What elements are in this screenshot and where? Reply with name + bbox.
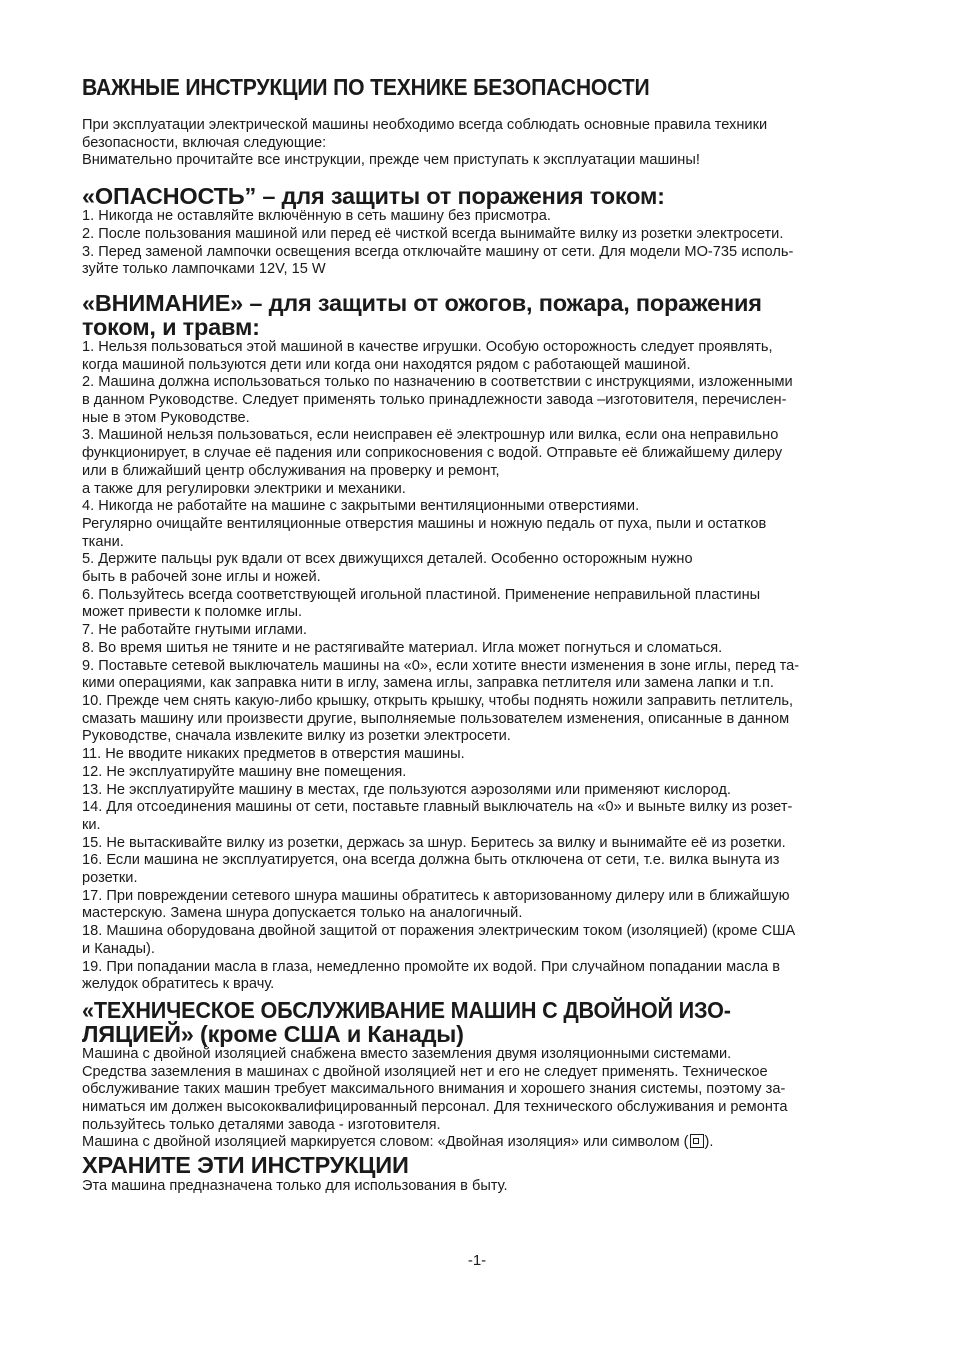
warning-line: 7. Не работайте гнутыми иглами. [82,622,307,639]
double-line: пользуйтесь только деталями завода - изготовителя. [82,1116,441,1133]
warning-line: 18. Машина оборудована двойной защитой от поражения электрическим током (изоляцией) (кроме США [82,923,796,940]
warning-line: 16. Если машина не эксплуатируется, она всегда должна быть отключена от сети, т.е. вилка вынута из [82,852,780,869]
marking-text-before: Машина с двойной изоляцией маркируется словом: «Двойная изоляция» или символом ( [82,1134,689,1151]
warning-line: 13. Не эксплуатируйте машину в местах, где пользуются аэрозолями или применяют кислород. [82,781,731,798]
warning-line: в данном Руководстве. Следует применять только принадлежности завода –изготовителя, перечислен- [82,392,787,409]
save-instructions-section [82,1152,874,1196]
warning-line: ные в этом Руководстве. [82,409,250,426]
double-line: обслуживание таких машин требует максимального внимания и хорошего знания системы, поэтому за- [82,1081,786,1098]
danger-line: 1. Никогда не оставляйте включённую в сеть машину без присмотра. [82,208,551,225]
save-heading: ХРАНИТЕ ЭТИ ИНСТРУКЦИИ [82,1152,409,1179]
double-line: ниматься им должен высококвалифицированный персонал. Для технического обслуживания и ремонта [82,1099,788,1116]
warning-heading-line1: «ВНИМАНИЕ» – для защиты от ожогов, пожара, поражения [82,289,762,316]
document-page [82,74,874,1196]
warning-line: 3. Машиной нельзя пользоваться, если неисправен её электрошнур или вилка, если она неправильно [82,427,779,444]
warning-line: или в ближайший центр обслуживания на проверку и ремонт, [82,462,500,479]
warning-line: 1. Нельзя пользоваться этой машиной в качестве игрушки. Особую осторожность следует проявлять, [82,338,773,355]
warning-line: смазать машину или произвести другие, выполняемые пользователем изменения, описанные в данном [82,710,790,727]
warning-line: 17. При повреждении сетевого шнура машины обратитесь к авторизованному дилеру или в ближайшую [82,887,790,904]
warning-line: 12. Не эксплуатируйте машину вне помещения. [82,763,407,780]
page-title: ВАЖНЫЕ ИНСТРУКЦИИ ПО ТЕХНИКЕ БЕЗОПАСНОСТИ [82,74,650,100]
warning-line: 11. Не вводите никаких предметов в отверстия машины. [82,746,465,763]
warning-line: 2. Машина должна использоваться только по назначению в соответствии с инструкциями, изложенными [82,374,793,391]
danger-section [82,184,874,279]
marking-text-after: ). [704,1134,714,1151]
warning-line: 5. Держите пальцы рук вдали от всех движущихся деталей. Особенно осторожным нужно [82,551,693,568]
intro-line: При эксплуатации электрической машины необходимо всегда соблюдать основные правила техники [82,117,768,133]
warning-line: а также для регулировки электрики и механики. [82,480,406,497]
page-number: -1- [467,1252,487,1269]
intro-line: безопасности, включая следующие: [82,134,327,151]
warning-line: и Канады). [82,940,155,957]
double-insulation-section [82,998,874,1152]
warning-line: кими операциями, как заправка нити в иглу, замена иглы, заправка петлителя или замена лапки и т.п. [82,675,774,692]
warning-line: функционирует, в случае её падения или соприкосновения с водой. Отправьте её ближайшему дилеру [82,445,783,462]
warning-line: 6. Пользуйтесь всегда соответствующей игольной пластиной. Применение неправильной пластины [82,586,761,603]
warning-line: быть в рабочей зоне иглы и ножей. [82,569,321,586]
danger-line: 2. После пользования машиной или перед её чисткой всегда вынимайте вилку из розетки электросети. [82,225,784,242]
warning-line: Регулярно очищайте вентиляционные отверстия машины и ножную педаль от пуха, пыли и остатков [82,515,767,532]
intro-section [82,117,874,170]
warning-line: 8. Во время шитья не тяните и не растягивайте материал. Игла может погнуться и сломаться. [82,639,723,656]
warning-line: 19. При попадании масла в глаза, немедленно промойте их водой. При случайном попадании масла в [82,958,780,975]
warning-line: 15. Не вытаскивайте вилку из розетки, держась за шнур. Беритесь за вилку и вынимайте её из розетки. [82,834,786,851]
double-line: Средства заземления в машинах с двойной изоляцией нет и его не следует применять. Техническое [82,1063,768,1080]
warning-line: когда машиной пользуются дети или когда они находятся рядом с работающей машиной. [82,356,691,373]
warning-list [82,339,874,994]
warning-line: 10. Прежде чем снять какую-либо крышку, открыть крышку, чтобы поднять ножили заправить петлитель, [82,692,794,709]
warning-line: Руководстве, сначала извлеките вилку из розетки электросети. [82,728,511,745]
double-insulation-symbol-icon [690,1134,704,1148]
double-line: Машина с двойной изоляцией снабжена вместо заземления двумя изоляционными системами. [82,1045,732,1062]
warning-line: 9. Поставьте сетевой выключатель машины на «0», если хотите внести изменения в зоне иглы, перед та- [82,657,800,674]
warning-line: 4. Никогда не работайте на машине с закрытыми вентиляционными отверстиями. [82,498,640,515]
save-text: Эта машина предназначена только для использования в быту. [82,1178,508,1195]
warning-heading-line2: током, и травм: [82,313,260,340]
warning-line: розетки. [82,870,138,887]
danger-line: 3. Перед заменой лампочки освещения всегда отключайте машину от сети. Для модели МО-735 исполь- [82,243,794,260]
double-heading-line1: «ТЕХНИЧЕСКОЕ ОБСЛУЖИВАНИЕ МАШИН С ДВОЙНОЙ ИЗО- [82,996,731,1023]
danger-heading: «ОПАСНОСТЬ” – для защиты от поражения током: [82,183,665,210]
double-heading-line2: ЛЯЦИЕЙ» (кроме США и Канады) [82,1020,464,1047]
danger-line: зуйте только лампочками 12V, 15 W [82,261,326,278]
marking-line [82,1134,874,1152]
warning-line: ткани. [82,533,124,550]
warning-section [82,291,874,994]
warning-line: мастерскую. Замена шнура допускается только на аналогичный. [82,905,523,922]
intro-line: Внимательно прочитайте все инструкции, прежде чем приступать к эксплуатации машины! [82,152,700,169]
warning-line: ки. [82,816,101,833]
warning-line: 14. Для отсоединения машины от сети, поставьте главный выключатель на «0» и выньте вилку из розет- [82,799,793,816]
warning-line: может привести к поломке иглы. [82,604,303,621]
warning-line: желудок обратитесь к врачу. [82,976,275,993]
